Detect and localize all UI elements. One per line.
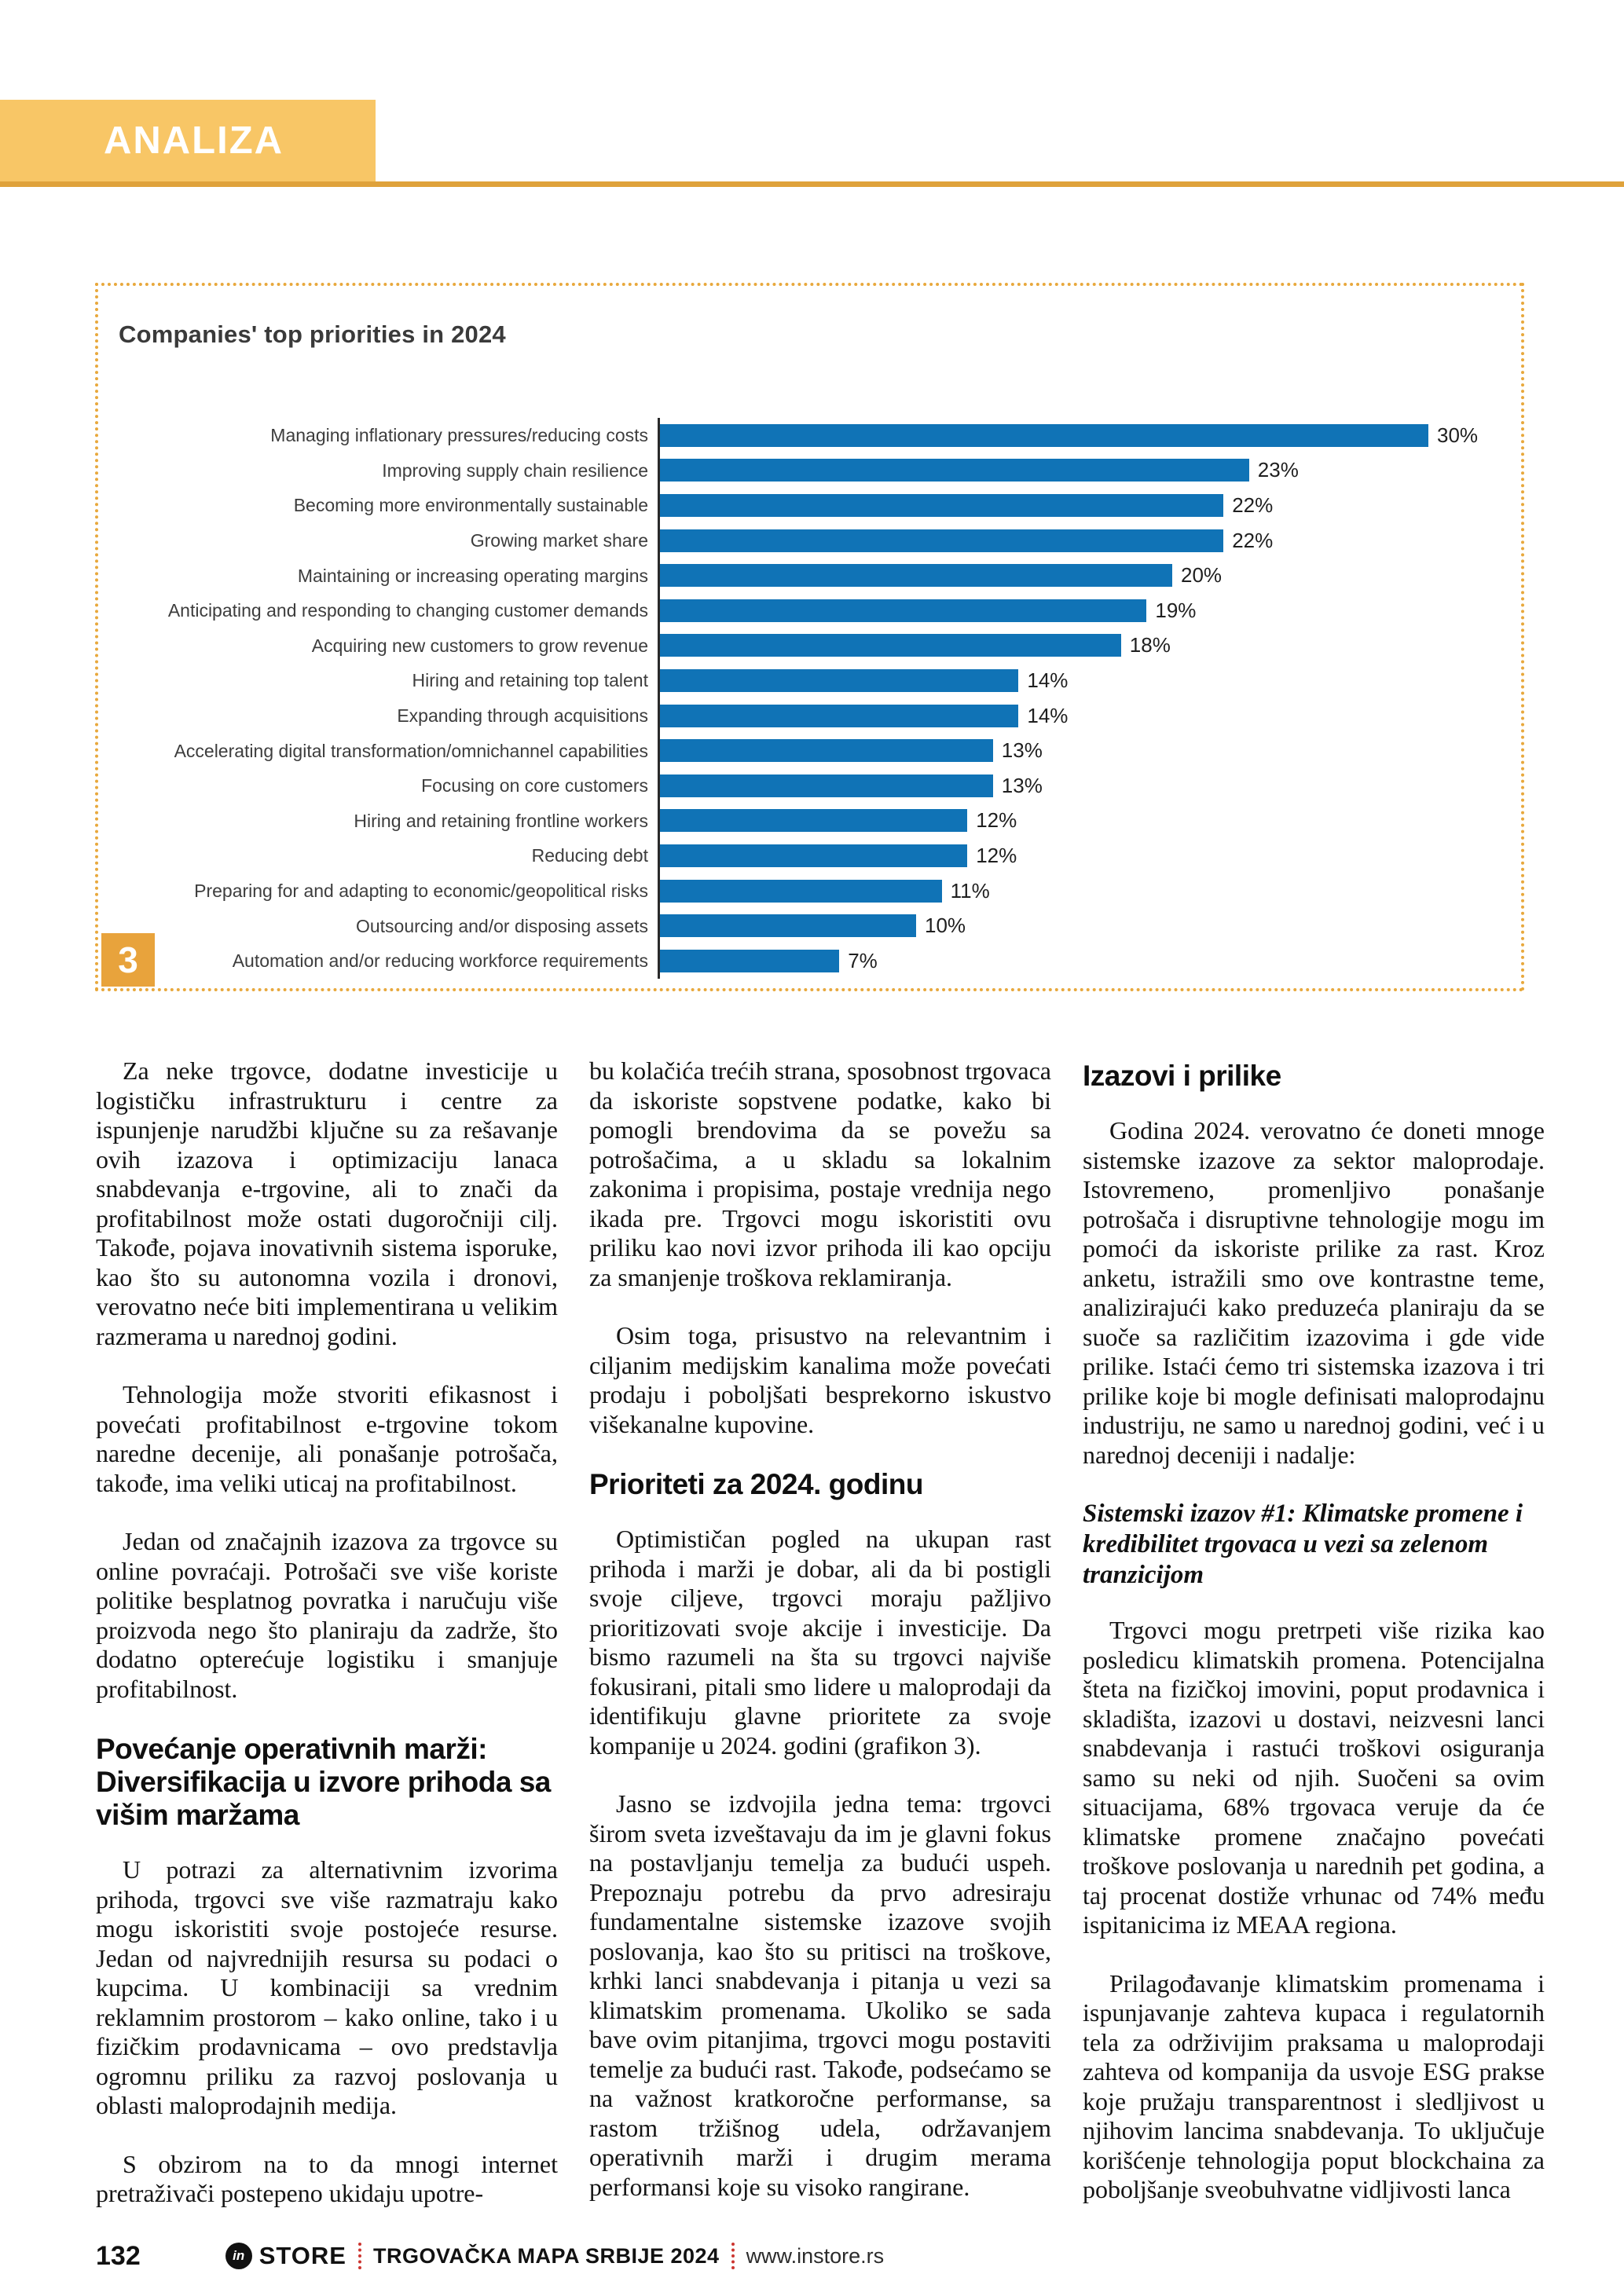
chart-row <box>98 628 1497 664</box>
chart-row <box>98 873 1497 909</box>
bar-value: 13% <box>1001 738 1043 763</box>
chart-row <box>98 418 1497 453</box>
bar-track <box>658 698 1497 734</box>
bar <box>660 739 993 762</box>
bar-label: Hiring and retaining frontline workers <box>354 810 648 831</box>
chart-row <box>98 908 1497 943</box>
bar-track <box>658 873 1497 909</box>
bar-track <box>658 838 1497 873</box>
section-label: ANALIZA <box>104 119 284 162</box>
column-heading: Izazovi i prilike <box>1083 1060 1281 1092</box>
bar-label: Growing market share <box>470 530 648 551</box>
bar-track <box>658 488 1497 523</box>
bar-value: 22% <box>1232 528 1274 552</box>
bar-track <box>658 768 1497 804</box>
bar-label: Automation and/or reducing workforce requirements <box>232 950 648 972</box>
body-paragraph: Za neke trgovce, dodatne investicije u logističku infrastrukturu i centre za ispunjenje narudžbi ključne su za rešavanje ovih izazova i optimizaciju lanaca snabdevanja e-trgovine, ali to znači da profitabilnost može ostati dugoročniji cilj. Takođe, pojava inovativnih sistema isporuke, kao što su autonomna vozila i dronovi, verovatno neće biti implementirana u velikim razmerama u narednoj godini. <box>96 1056 558 1350</box>
bar <box>660 809 967 832</box>
chart-row <box>98 768 1497 804</box>
bar-label: Expanding through acquisitions <box>397 705 648 727</box>
bar-label: Hiring and retaining top talent <box>412 670 648 691</box>
bar <box>660 564 1172 587</box>
bar-label: Maintaining or increasing operating margins <box>297 565 648 586</box>
bar-track <box>658 523 1497 558</box>
bar <box>660 424 1428 447</box>
body-paragraph: Prilagođavanje klimatskim promenama i ispunjavanje zahteva kupaca i regulatornih tela za održivijim praksama u maloprodaji zahteva od kompanija da usvoje ESG prakse koje pružaju transparentnost i sledljivost u njihovim lancima snabdevanja. To uključuje korišćenje tehnologija poput blockchaina za poboljšanje sveobuhvatne vidljivosti lanca <box>1083 1968 1545 2203</box>
bar-chart <box>98 418 1497 979</box>
chart-title: Companies' top priorities in 2024 <box>119 320 506 348</box>
instore-logo-icon: in <box>225 2243 252 2269</box>
bar-value: 19% <box>1155 598 1197 622</box>
column-heading: Povećanje operativnih marži: Diversifikacija u izvore prihoda sa višim maržama <box>96 1733 551 1831</box>
bar-track <box>658 733 1497 768</box>
bar-value: 22% <box>1232 493 1274 517</box>
bar-label: Accelerating digital transformation/omnichannel capabilities <box>174 740 648 761</box>
website-url: www.instore.rs <box>746 2243 885 2268</box>
chart-row <box>98 488 1497 523</box>
bar-label: Managing inflationary pressures/reducing costs <box>270 425 648 446</box>
bar <box>660 844 967 867</box>
bar <box>660 705 1018 727</box>
bar-value: 23% <box>1257 458 1299 482</box>
chart-row <box>98 733 1497 768</box>
body-paragraph: Optimističan pogled na ukupan rast prihoda i marži je dobar, ali da bi postigli svoje ciljeve, trgovci moraju pažljivo prioritizovati svoje akcije i investicije. Da bismo razumeli na šta su trgovci najviše fokusirani, pitali smo lidere u maloprodaji da identifikuju glavne prioritete za svoje kompanije u 2024. godini (grafikon 3). <box>589 1525 1051 1760</box>
bar-label: Improving supply chain resilience <box>382 460 648 481</box>
bar-label: Focusing on core customers <box>421 775 648 796</box>
bar-track <box>658 628 1497 664</box>
bar-value: 12% <box>976 808 1017 833</box>
bar-value: 12% <box>976 843 1017 867</box>
chart-row <box>98 838 1497 873</box>
body-paragraph: Tehnologija može stvoriti efikasnost i povećati profitabilnost e-trgovine tokom naredne decenije, ali ponašanje potrošača, takođe, ima veliki uticaj na profitabilnost. <box>96 1380 558 1497</box>
bar-track <box>658 943 1497 979</box>
bar-track <box>658 453 1497 489</box>
bar-track <box>658 908 1497 943</box>
text-column-1 <box>96 1056 558 2238</box>
bar-track <box>658 804 1497 839</box>
column-heading: Prioriteti za 2024. godinu <box>589 1468 923 1500</box>
column-subheading: Sistemski izazov #1: Klimatske promene i kredibilitet trgovaca u vezi sa zelenom tranzicijom <box>1083 1500 1523 1589</box>
chart-row <box>98 593 1497 628</box>
text-column-3 <box>1083 1056 1545 2234</box>
bar-value: 30% <box>1437 423 1479 447</box>
bar-label: Reducing debt <box>531 845 648 866</box>
page-footer <box>96 2236 1528 2276</box>
bar <box>660 529 1223 552</box>
instore-logo <box>225 2242 346 2270</box>
body-paragraph: Osim toga, prisustvo na relevantnim i ciljanim medijskim kanalima može povećati prodaju i poboljšati besprekorno iskustvo višekanalne kupovine. <box>589 1321 1051 1438</box>
chart-row <box>98 943 1497 979</box>
bar-value: 13% <box>1001 773 1043 797</box>
bar <box>660 880 942 903</box>
text-column-2 <box>589 1056 1051 2231</box>
footer-separator <box>731 2243 735 2269</box>
edition-title: TRGOVAČKA MAPA SRBIJE 2024 <box>372 2243 720 2268</box>
bar-label: Acquiring new customers to grow revenue <box>311 635 648 656</box>
bar-label: Outsourcing and/or disposing assets <box>355 915 648 936</box>
bar-value: 7% <box>848 948 878 972</box>
body-paragraph: Trgovci mogu pretrpeti više rizika kao posledicu klimatskih promena. Potencijalna šteta na fizičkoj imovini, poput prodavnica i skladišta, izazovi u dostavi, neizvesni lanci snabdevanja i rastući troškovi osiguranja samo su neki od njih. Suočeni sa ovim situacijama, 68% trgovaca veruje da će klimatske promene značajno povećati troškove poslovanja u narednih pet godina, a taj procenat dostiže vrhunac od 74% među ispitanicima iz MEAA regiona. <box>1083 1616 1545 1939</box>
body-paragraph: U potrazi za alternativnim izvorima prihoda, trgovci sve više razmatraju kako mogu iskoristiti svoje postojeće resurse. Jedan od najvrednijih resursa su podaci o kupcima. U kombinaciji sa vrednim reklamnim prostorom – kako online, tako i u fizičkim prodavnicama – ovo predstavlja ogromnu priliku za razvoj poslovanja u oblasti maloprodajnih medija. <box>96 1855 558 2119</box>
bar-track <box>658 558 1497 593</box>
body-paragraph: Jedan od značajnih izazova za trgovce su online povraćaji. Potrošači sve više koriste politike besplatnog povratka i naručuju više proizvoda nego što planiraju da zadrže, što dodatno opterećuje logistiku i smanjuje profitabilnost. <box>96 1527 558 1703</box>
body-paragraph: Jasno se izdvojila jedna tema: trgovci širom sveta izveštavaju da im je glavni fokus na postavljanju temelja za budući uspeh. Prepoznaju potrebu da prvo adresiraju fundamentalne sistemske izazove svojih poslovanja, kao što su pritisci na troškove, krhki lanci snabdevanja i pitanja u vezi sa klimatskim promenama. Ukoliko se sada bave ovim pitanjima, trgovci mogu postaviti temelje za budući rast. Takođe, podsećamo se na važnost kratkoročne performanse, sa rastom tržišnog udela, održavanjem operativnih marži i drugim merama performansi koje su visoko rangirane. <box>589 1789 1051 2201</box>
bar-track <box>658 418 1497 453</box>
section-banner-rule <box>0 181 1624 187</box>
bar-track <box>658 663 1497 698</box>
bar-value: 14% <box>1027 703 1069 727</box>
bar-track <box>658 593 1497 628</box>
instore-logo-text: STORE <box>258 2242 346 2269</box>
chart-row <box>98 558 1497 593</box>
chart-row <box>98 804 1497 839</box>
body-paragraph: S obzirom na to da mnogi internet pretraživači postepeno ukidaju upotre- <box>96 2149 558 2207</box>
bar-label: Anticipating and responding to changing customer demands <box>167 600 648 621</box>
bar-value: 10% <box>925 914 966 938</box>
bar-label: Becoming more environmentally sustainable <box>293 495 648 516</box>
page-number: 132 <box>96 2240 141 2271</box>
body-paragraph: Godina 2024. verovatno će doneti mnoge sistemske izazove za sektor maloprodaje. Istovremeno, promenljivo ponašanje potrošača i disruptivne tehnologije mogu im pomoći da iskoriste prilike za rast. Kroz anketu, istražili smo ove kontrastne teme, analizirajući kako preduzeća planiraju da se suoče sa različitim izazovima i gde vide prilike. Istaći ćemo tri sistemska izazova i tri prilike koje bi mogle definisati maloprodajnu industriju, ne samo u narednoj godini, već i u narednoj deceniji i nadalje: <box>1083 1116 1545 1469</box>
bar-label: Preparing for and adapting to economic/geopolitical risks <box>194 881 648 902</box>
chart-row <box>98 453 1497 489</box>
figure-number-badge: 3 <box>101 933 155 987</box>
bar <box>660 774 993 797</box>
bar <box>660 459 1249 482</box>
bar-value: 20% <box>1181 563 1223 588</box>
bar <box>660 950 839 972</box>
chart-row <box>98 663 1497 698</box>
bar <box>660 599 1146 622</box>
bar <box>660 914 916 937</box>
section-banner <box>0 100 376 181</box>
bar <box>660 494 1223 517</box>
chart-row <box>98 698 1497 734</box>
bar <box>660 634 1121 657</box>
bar-value: 11% <box>950 878 990 903</box>
bar-value: 14% <box>1027 668 1069 692</box>
chart-panel <box>95 283 1524 991</box>
bar-value: 18% <box>1129 633 1171 657</box>
footer-separator <box>358 2243 361 2269</box>
bar <box>660 669 1018 692</box>
chart-row <box>98 523 1497 558</box>
body-paragraph: bu kolačića trećih strana, sposobnost trgovaca da iskoriste sopstvene podatke, kako bi pomogli brendovima da se povežu sa potrošačima, a u skladu sa lokalnim zakonima i propisima, postaje vrednija nego ikada pre. Trgovci mogu iskoristiti ovu priliku kao novi izvor prihoda ili kao opciju za smanjenje troškova reklamiranja. <box>589 1056 1051 1291</box>
